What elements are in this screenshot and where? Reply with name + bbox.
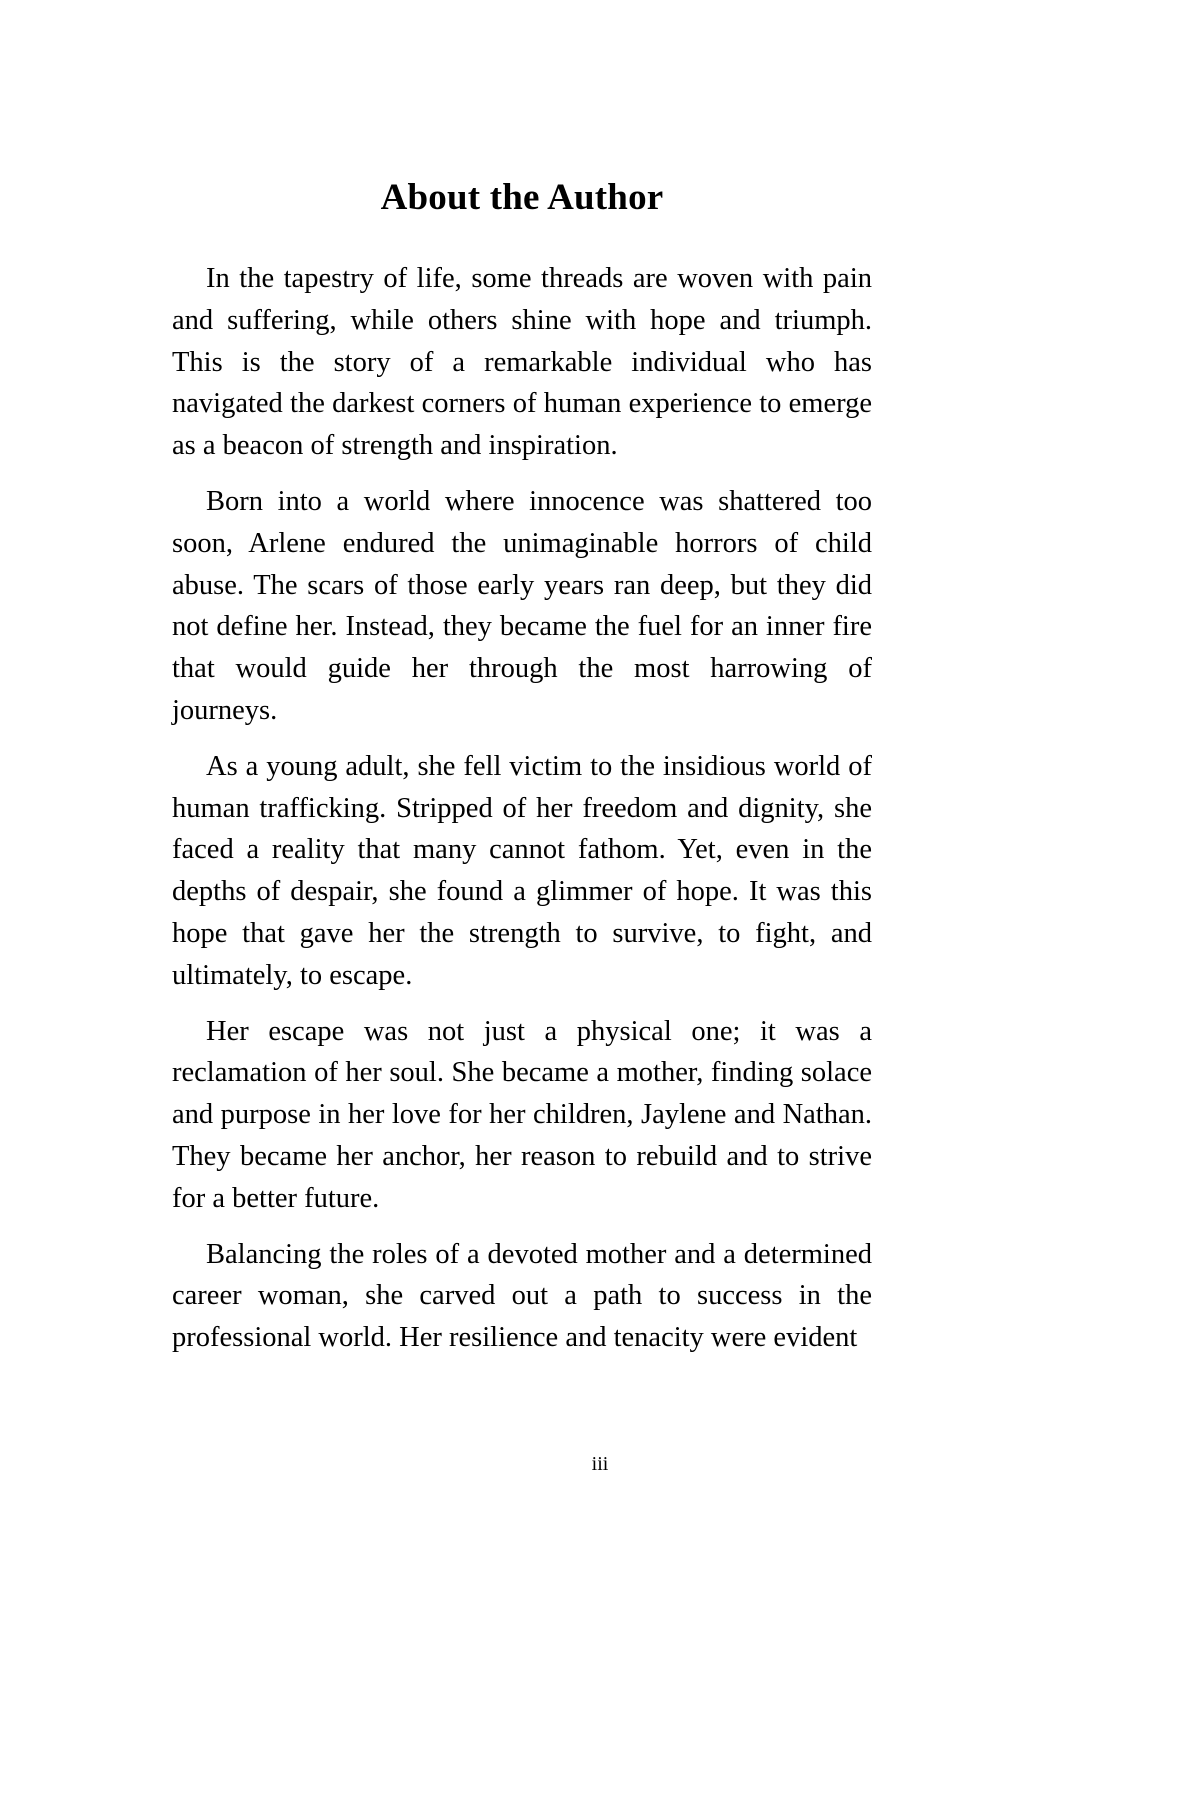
text-column — [172, 0, 872, 1359]
body-text — [172, 258, 872, 1359]
page-number: iii — [591, 1453, 609, 1475]
paragraph: In the tapestry of life, some threads are woven with pain and suffering, while others shine with hope and triumph. This is the story of a remarkable individual who has navigated the darkest corners of human experience to emerge as a beacon of strength and inspiration. — [172, 263, 872, 462]
page-title: About the Author — [380, 177, 664, 218]
paragraph: As a young adult, she fell victim to the insidious world of human trafficking. Stripped of her freedom and dignity, she faced a reality that many cannot fathom. Yet, even in the depths of despair, she found a glimmer of hope. It was this hope that gave her the strength to survive, to fight, and ultimately, to escape. — [172, 750, 872, 991]
paragraph: Born into a world where innocence was shattered too soon, Arlene endured the unimaginable horrors of child abuse. The scars of those early years ran deep, but they did not define her. Instead, they became the fuel for an inner fire that would guide her through the most harrowing of journeys. — [172, 485, 872, 726]
paragraph: Balancing the roles of a devoted mother and a determined career woman, she carved out a path to success in the professional world. Her resilience and tenacity were evident — [172, 1238, 872, 1354]
paragraph: Her escape was not just a physical one; it was a reclamation of her soul. She became a mother, finding solace and purpose in her love for her children, Jaylene and Nathan. They became her anchor, her reason to rebuild and to strive for a better future. — [172, 1015, 872, 1214]
